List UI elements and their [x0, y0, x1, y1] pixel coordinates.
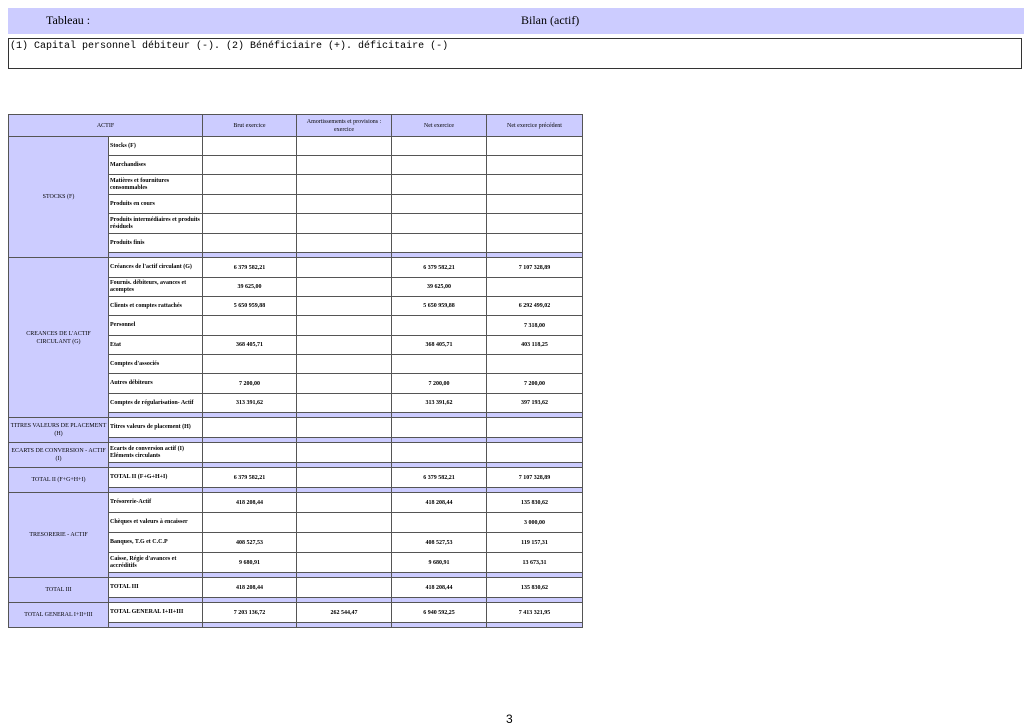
cell-brut: 368 405,71	[203, 336, 297, 355]
cell-brut	[203, 355, 297, 374]
cell-brut	[203, 513, 297, 533]
cell-net: 408 527,53	[392, 533, 487, 553]
cell-prev: 135 830,62	[487, 493, 583, 513]
row-label: Ecarts de conversion actif (I) Eléments circulants	[109, 443, 203, 463]
cell-amort	[297, 336, 392, 355]
separator-cell	[392, 623, 487, 628]
row-label: Titres valeurs de placement (H)	[109, 418, 203, 438]
cell-prev	[487, 443, 583, 463]
cell-prev: 119 157,31	[487, 533, 583, 553]
cell-brut: 5 650 959,88	[203, 297, 297, 316]
cell-net	[392, 316, 487, 336]
cell-amort	[297, 137, 392, 156]
tableau-label: Tableau :	[46, 13, 91, 27]
row-label: TOTAL II (F+G+H+I)	[109, 468, 203, 488]
cell-brut: 7 200,00	[203, 374, 297, 394]
cell-amort	[297, 578, 392, 598]
cell-prev: 135 830,62	[487, 578, 583, 598]
row-label: Clients et comptes rattachés	[109, 297, 203, 316]
cell-net	[392, 443, 487, 463]
cell-net: 7 200,00	[392, 374, 487, 394]
cell-prev	[487, 214, 583, 234]
separator-cell	[297, 623, 392, 628]
cell-net	[392, 234, 487, 253]
cell-brut	[203, 175, 297, 195]
row-label: Créances de l'actif circulant (G)	[109, 258, 203, 278]
table-row	[9, 468, 583, 488]
cell-brut: 7 203 136,72	[203, 603, 297, 623]
cell-prev: 7 107 328,89	[487, 258, 583, 278]
cell-brut	[203, 418, 297, 438]
cell-brut	[203, 316, 297, 336]
cell-prev: 7 413 321,95	[487, 603, 583, 623]
cell-amort	[297, 278, 392, 297]
cell-net: 313 391,62	[392, 394, 487, 413]
cell-amort	[297, 533, 392, 553]
cell-prev	[487, 418, 583, 438]
cell-prev: 7 200,00	[487, 374, 583, 394]
cell-brut: 9 680,91	[203, 553, 297, 573]
section-label: TOTAL II (F+G+H+I)	[9, 468, 109, 493]
cell-net: 39 625,00	[392, 278, 487, 297]
cell-prev	[487, 355, 583, 374]
cell-prev: 3 000,00	[487, 513, 583, 533]
cell-net: 6 379 582,21	[392, 468, 487, 488]
table-row	[9, 137, 583, 156]
cell-prev	[487, 278, 583, 297]
section-label: CREANCES DE L'ACTIF CIRCULANT (G)	[9, 258, 109, 418]
row-label: TOTAL III	[109, 578, 203, 598]
separator-cell	[203, 623, 297, 628]
row-label: Produits en cours	[109, 195, 203, 214]
cell-net	[392, 355, 487, 374]
cell-prev: 7 107 328,89	[487, 468, 583, 488]
row-label: Etat	[109, 336, 203, 355]
table-header-row	[9, 115, 583, 137]
cell-prev: 6 292 499,02	[487, 297, 583, 316]
table-row	[9, 578, 583, 598]
table-row	[9, 258, 583, 278]
cell-brut	[203, 443, 297, 463]
column-header-net-precedent: Net exercice précédent	[487, 115, 583, 137]
column-header-brut: Brut exercice	[203, 115, 297, 137]
table-row	[9, 603, 583, 623]
bilan-actif-table	[8, 114, 583, 628]
cell-amort: 262 544,47	[297, 603, 392, 623]
cell-net	[392, 137, 487, 156]
row-label: Produits finis	[109, 234, 203, 253]
row-label: Matières et fournitures consommables	[109, 175, 203, 195]
cell-prev	[487, 156, 583, 175]
cell-prev	[487, 195, 583, 214]
cell-brut: 39 625,00	[203, 278, 297, 297]
cell-prev	[487, 234, 583, 253]
section-label: TOTAL GENERAL I+II+III	[9, 603, 109, 628]
row-label: Marchandises	[109, 156, 203, 175]
cell-amort	[297, 418, 392, 438]
cell-prev: 403 118,25	[487, 336, 583, 355]
column-header-amortissements: Amortissements et provisions : exercice	[297, 115, 392, 137]
cell-amort	[297, 468, 392, 488]
cell-prev: 397 193,62	[487, 394, 583, 413]
cell-amort	[297, 493, 392, 513]
legend-note: (1) Capital personnel débiteur (-). (2) Bénéficiaire (+). déficitaire (-)	[8, 38, 1022, 69]
cell-net: 418 208,44	[392, 493, 487, 513]
row-label: Fournis. débiteurs, avances et acomptes	[109, 278, 203, 297]
section-label: TOTAL III	[9, 578, 109, 603]
cell-amort	[297, 316, 392, 336]
row-label: Comptes de régularisation- Actif	[109, 394, 203, 413]
cell-amort	[297, 355, 392, 374]
document-title: Bilan (actif)	[521, 13, 580, 27]
row-label: Caisse, Régie d'avances et accréditifs	[109, 553, 203, 573]
separator-cell	[109, 623, 203, 628]
cell-net: 418 208,44	[392, 578, 487, 598]
section-label: TITRES VALEURS DE PLACEMENT (H)	[9, 418, 109, 443]
cell-brut: 6 379 582,21	[203, 468, 297, 488]
row-label: Produits intermédiaires et produits résiduels	[109, 214, 203, 234]
cell-brut: 408 527,53	[203, 533, 297, 553]
cell-prev: 7 318,00	[487, 316, 583, 336]
column-header-actif: ACTIF	[9, 115, 203, 137]
page-number: 3	[506, 712, 513, 726]
section-label: STOCKS (F)	[9, 137, 109, 258]
cell-brut	[203, 214, 297, 234]
cell-net	[392, 175, 487, 195]
section-label: TRESORERIE - ACTIF	[9, 493, 109, 578]
table-row	[9, 418, 583, 438]
table-row	[9, 493, 583, 513]
row-label: Autres débiteurs	[109, 374, 203, 394]
cell-prev	[487, 137, 583, 156]
row-label: TOTAL GENERAL I+II+III	[109, 603, 203, 623]
row-label: Personnel	[109, 316, 203, 336]
cell-amort	[297, 443, 392, 463]
section-label: ECARTS DE CONVERSION - ACTIF (I)	[9, 443, 109, 468]
cell-brut: 418 208,44	[203, 578, 297, 598]
cell-net: 6 940 592,25	[392, 603, 487, 623]
cell-amort	[297, 394, 392, 413]
tableau-header	[8, 8, 1024, 34]
cell-net	[392, 214, 487, 234]
column-header-net: Net exercice	[392, 115, 487, 137]
cell-net: 5 650 959,88	[392, 297, 487, 316]
cell-brut	[203, 234, 297, 253]
cell-net: 9 680,91	[392, 553, 487, 573]
cell-amort	[297, 297, 392, 316]
separator-cell	[487, 623, 583, 628]
row-label: Trésorerie-Actif	[109, 493, 203, 513]
cell-brut	[203, 156, 297, 175]
cell-brut: 6 379 582,21	[203, 258, 297, 278]
cell-prev: 13 673,31	[487, 553, 583, 573]
row-label: Comptes d'associés	[109, 355, 203, 374]
cell-amort	[297, 513, 392, 533]
row-label: Banques, T.G et C.C.P	[109, 533, 203, 553]
cell-net	[392, 418, 487, 438]
cell-amort	[297, 195, 392, 214]
cell-amort	[297, 374, 392, 394]
cell-brut: 313 391,62	[203, 394, 297, 413]
cell-brut	[203, 195, 297, 214]
cell-prev	[487, 175, 583, 195]
table-row	[9, 443, 583, 463]
cell-net: 368 405,71	[392, 336, 487, 355]
cell-amort	[297, 258, 392, 278]
cell-net	[392, 195, 487, 214]
cell-brut	[203, 137, 297, 156]
cell-brut: 418 208,44	[203, 493, 297, 513]
row-label: Chèques et valeurs à encaisser	[109, 513, 203, 533]
cell-net	[392, 156, 487, 175]
cell-amort	[297, 175, 392, 195]
cell-net	[392, 513, 487, 533]
cell-amort	[297, 553, 392, 573]
cell-amort	[297, 214, 392, 234]
cell-amort	[297, 156, 392, 175]
cell-net: 6 379 582,21	[392, 258, 487, 278]
row-label: Stocks (F)	[109, 137, 203, 156]
cell-amort	[297, 234, 392, 253]
